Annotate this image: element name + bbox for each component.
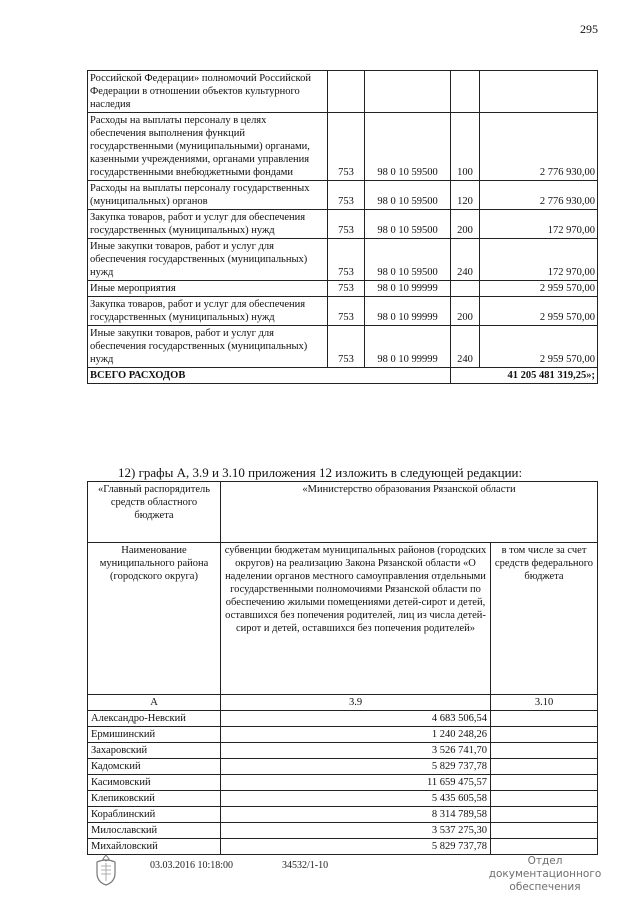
footer-datetime: 03.03.2016 10:18:00 — [150, 860, 234, 871]
table-row — [88, 210, 598, 239]
district-federal — [491, 743, 598, 759]
district-federal — [491, 807, 598, 823]
table-row — [88, 181, 598, 210]
row-sum: 2 959 570,00 — [480, 281, 598, 297]
district-value: 3 537 275,30 — [221, 823, 491, 839]
row-sum: 2 959 570,00 — [480, 326, 598, 368]
row-admin: 753 — [328, 113, 365, 181]
row-type: 200 — [451, 297, 480, 326]
header-row-columns — [88, 543, 598, 695]
total-label: ВСЕГО РАСХОДОВ — [88, 368, 451, 384]
row-type: 200 — [451, 210, 480, 239]
row-name: Закупка товаров, работ и услуг для обеспечения государственных (муниципальных) нужд — [88, 297, 328, 326]
district-value: 4 683 506,54 — [221, 711, 491, 727]
table-row — [88, 326, 598, 368]
district-federal — [491, 823, 598, 839]
district-name: Кораблинский — [88, 807, 221, 823]
row-code: 98 0 10 59500 — [365, 210, 451, 239]
distribution-table — [87, 481, 598, 855]
section-heading: 12) графы А, 3.9 и 3.10 приложения 12 изложить в следующей редакции: — [118, 465, 523, 480]
table-row — [88, 759, 598, 775]
district-federal — [491, 727, 598, 743]
table-row — [88, 727, 598, 743]
page-number: 295 — [580, 22, 598, 36]
row-admin: 753 — [328, 181, 365, 210]
col-num-a: А — [88, 695, 221, 711]
row-type: 100 — [451, 113, 480, 181]
district-federal — [491, 775, 598, 791]
col-num-3-9: 3.9 — [221, 695, 491, 711]
table-row — [88, 743, 598, 759]
row-name: Закупка товаров, работ и услуг для обеспечения государственных (муниципальных) нужд — [88, 210, 328, 239]
row-code: 98 0 10 99999 — [365, 326, 451, 368]
district-name: Клепиковский — [88, 791, 221, 807]
row-admin: 753 — [328, 239, 365, 281]
total-row — [88, 368, 598, 384]
table-row — [88, 297, 598, 326]
district-value: 5 435 605,58 — [221, 791, 491, 807]
footer-department-stamp: Отдел документационного обеспечения — [488, 855, 602, 893]
row-sum — [480, 71, 598, 113]
row-admin: 753 — [328, 326, 365, 368]
row-code: 98 0 10 59500 — [365, 113, 451, 181]
row-sum: 2 776 930,00 — [480, 113, 598, 181]
row-type: 120 — [451, 181, 480, 210]
header-row-ministry — [88, 482, 598, 543]
row-type: 240 — [451, 326, 480, 368]
header-chief-administrator: «Главный распорядитель средств областного бюджета — [88, 482, 221, 543]
table-row — [88, 839, 598, 855]
district-value: 11 659 475,57 — [221, 775, 491, 791]
row-name: Российской Федерации» полномочий Российской Федерации в отношении объектов культурного наследия — [88, 71, 328, 113]
row-type — [451, 281, 480, 297]
row-code: 98 0 10 59500 — [365, 181, 451, 210]
row-sum: 172 970,00 — [480, 239, 598, 281]
district-name: Александро-Невский — [88, 711, 221, 727]
header-municipality: Наименование муниципального района (городского округа) — [88, 543, 221, 695]
district-value: 3 526 741,70 — [221, 743, 491, 759]
footer-doc-number: 34532/1-10 — [282, 860, 329, 871]
table-row — [88, 823, 598, 839]
district-federal — [491, 791, 598, 807]
table-row — [88, 71, 598, 113]
district-value: 1 240 248,26 — [221, 727, 491, 743]
table-row — [88, 711, 598, 727]
row-name: Иные закупки товаров, работ и услуг для обеспечения государственных (муниципальных) нужд — [88, 239, 328, 281]
row-sum: 2 959 570,00 — [480, 297, 598, 326]
header-ministry: «Министерство образования Рязанской области — [221, 482, 598, 543]
table-row — [88, 113, 598, 181]
district-federal — [491, 711, 598, 727]
district-value: 5 829 737,78 — [221, 839, 491, 855]
row-name: Иные закупки товаров, работ и услуг для обеспечения государственных (муниципальных) нужд — [88, 326, 328, 368]
row-name: Иные мероприятия — [88, 281, 328, 297]
district-federal — [491, 759, 598, 775]
row-name: Расходы на выплаты персоналу государственных (муниципальных) органов — [88, 181, 328, 210]
district-name: Захаровский — [88, 743, 221, 759]
district-federal — [491, 839, 598, 855]
district-name: Ермишинский — [88, 727, 221, 743]
row-code: 98 0 10 99999 — [365, 281, 451, 297]
table-row — [88, 807, 598, 823]
row-name: Расходы на выплаты персоналу в целях обеспечения выполнения функций государственными (муниципальными) органами, казенными учреждениями, органами управления государственными внебюджетными фондами — [88, 113, 328, 181]
row-sum: 2 776 930,00 — [480, 181, 598, 210]
table-row — [88, 281, 598, 297]
total-value: 41 205 481 319,25»; — [451, 368, 598, 384]
col-num-3-10: 3.10 — [491, 695, 598, 711]
district-name: Кадомский — [88, 759, 221, 775]
header-col-3-10: в том числе за счет средств федерального бюджета — [491, 543, 598, 695]
row-admin — [328, 71, 365, 113]
row-code — [365, 71, 451, 113]
coat-of-arms-icon — [92, 853, 120, 887]
district-name: Касимовский — [88, 775, 221, 791]
row-type: 240 — [451, 239, 480, 281]
row-code: 98 0 10 59500 — [365, 239, 451, 281]
table-row — [88, 791, 598, 807]
row-admin: 753 — [328, 210, 365, 239]
row-admin: 753 — [328, 297, 365, 326]
expenses-table — [87, 70, 598, 384]
row-sum: 172 970,00 — [480, 210, 598, 239]
column-numbers-row — [88, 695, 598, 711]
district-name: Михайловский — [88, 839, 221, 855]
district-value: 5 829 737,78 — [221, 759, 491, 775]
row-admin: 753 — [328, 281, 365, 297]
district-value: 8 314 789,58 — [221, 807, 491, 823]
table-row — [88, 775, 598, 791]
table-row — [88, 239, 598, 281]
row-code: 98 0 10 99999 — [365, 297, 451, 326]
district-name: Милославский — [88, 823, 221, 839]
row-type — [451, 71, 480, 113]
header-col-3-9: субвенции бюджетам муниципальных районов (городских округов) на реализацию Закона Рязанской области «О наделении органов местного самоуправления отдельными государственными полномочиями Рязанской области по обеспечению жилыми помещениями детей-сирот и детей, оставшихся без попечения родителей, лиц из числа детей-сирот и детей, оставшихся без попечения родителей» — [221, 543, 491, 695]
